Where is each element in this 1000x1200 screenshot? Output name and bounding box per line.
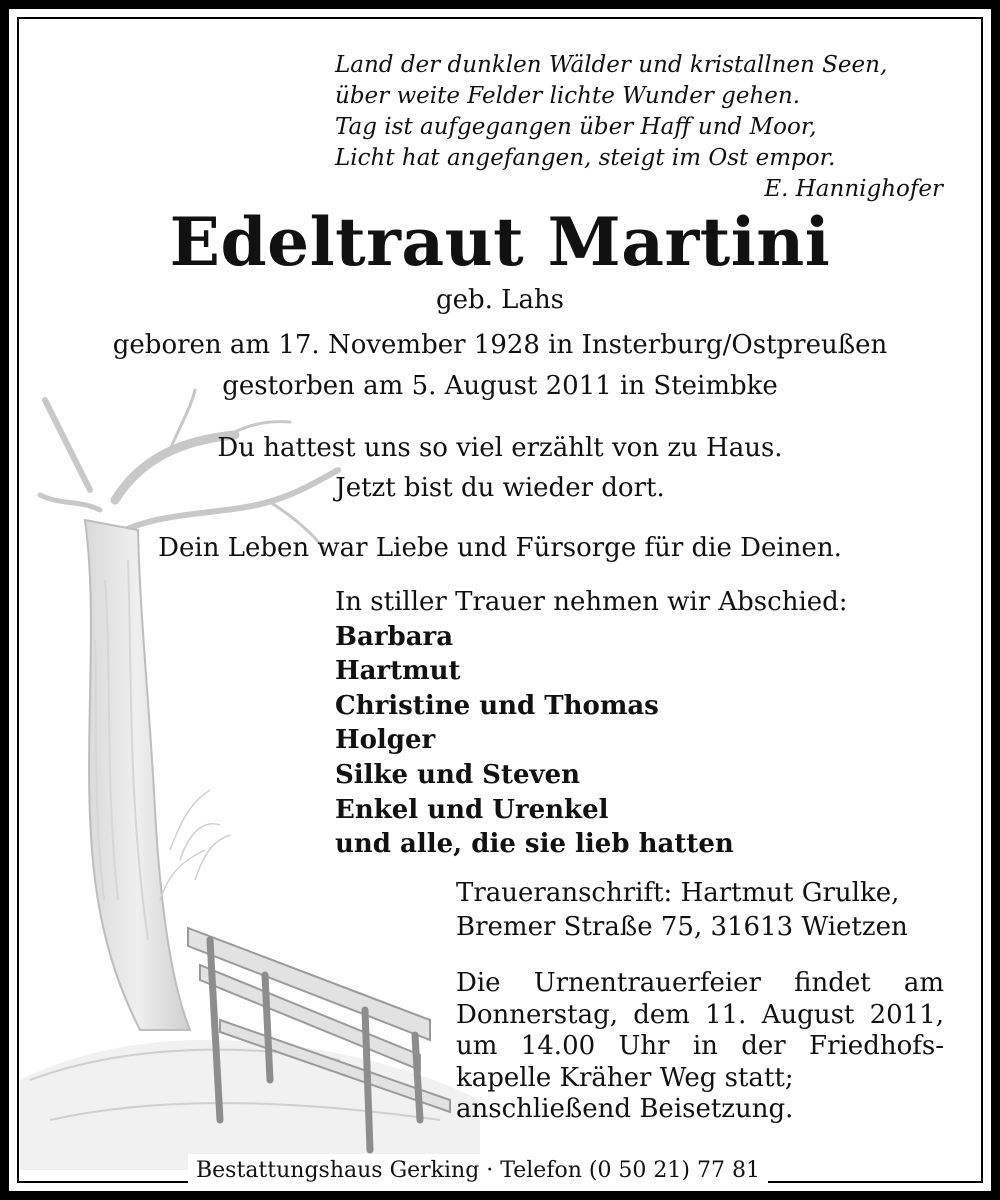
ceremony-line: Donnerstag, dem 11. August 2011, [456, 999, 944, 1030]
address-line: Bremer Straße 75, 31613 Wietzen [456, 912, 908, 942]
poem-line: Licht hat angefangen, steigt im Ost empor. [335, 145, 836, 171]
verse-line: Jetzt bist du wieder dort. [335, 473, 665, 503]
ceremony-line: um 14.00 Uhr in der Friedhofs- [456, 1031, 944, 1061]
mourner-name: Holger [335, 725, 436, 756]
deceased-name: Edeltraut Martini [169, 203, 831, 281]
poem [335, 50, 945, 205]
poem-line: Land der dunklen Wälder und kristallnen Seen, [335, 52, 888, 78]
birth-name: geb. Lahs [435, 285, 565, 315]
mourner-name: Silke und Steven [335, 759, 581, 790]
funeral-home-footer: Bestattungshaus Gerking · Telefon (0 50 21) 77 81 [188, 1154, 768, 1188]
mourning-address [456, 876, 946, 944]
poem-line: über weite Felder lichte Wunder gehen. [335, 83, 801, 109]
mourner-name: Enkel und Urenkel [335, 794, 609, 825]
mourners-intro: In stiller Trauer nehmen wir Abschied: [335, 587, 848, 617]
mourner-name: Barbara [335, 621, 454, 652]
ceremony-line: Die Urnentrauerfeier findet am [456, 968, 944, 998]
verse-line: Du hattest uns so viel erzählt von zu Haus. [217, 433, 783, 463]
poem-author: E. Hannighofer [764, 176, 943, 202]
address-line: Traueranschrift: Hartmut Grulke, [456, 878, 900, 908]
ceremony-notice [456, 968, 944, 1126]
ceremony-line: anschließend Beisetzung. [456, 1094, 794, 1124]
tribute-line: Dein Leben war Liebe und Fürsorge für die Deinen. [158, 533, 842, 563]
mourner-name: Hartmut [335, 656, 461, 687]
mourner-name: Christine und Thomas [335, 690, 659, 721]
mourner-name: und alle, die sie lieb hatten [335, 829, 734, 860]
mourners-block [335, 585, 955, 862]
ceremony-line: kapelle Kräher Weg statt; [456, 1062, 794, 1093]
birth-date-place: geboren am 17. November 1928 in Insterburg/Ostpreußen [112, 330, 888, 360]
poem-line: Tag ist aufgegangen über Haff und Moor, [335, 114, 817, 140]
death-date-place: gestorben am 5. August 2011 in Steimbke [222, 371, 778, 401]
